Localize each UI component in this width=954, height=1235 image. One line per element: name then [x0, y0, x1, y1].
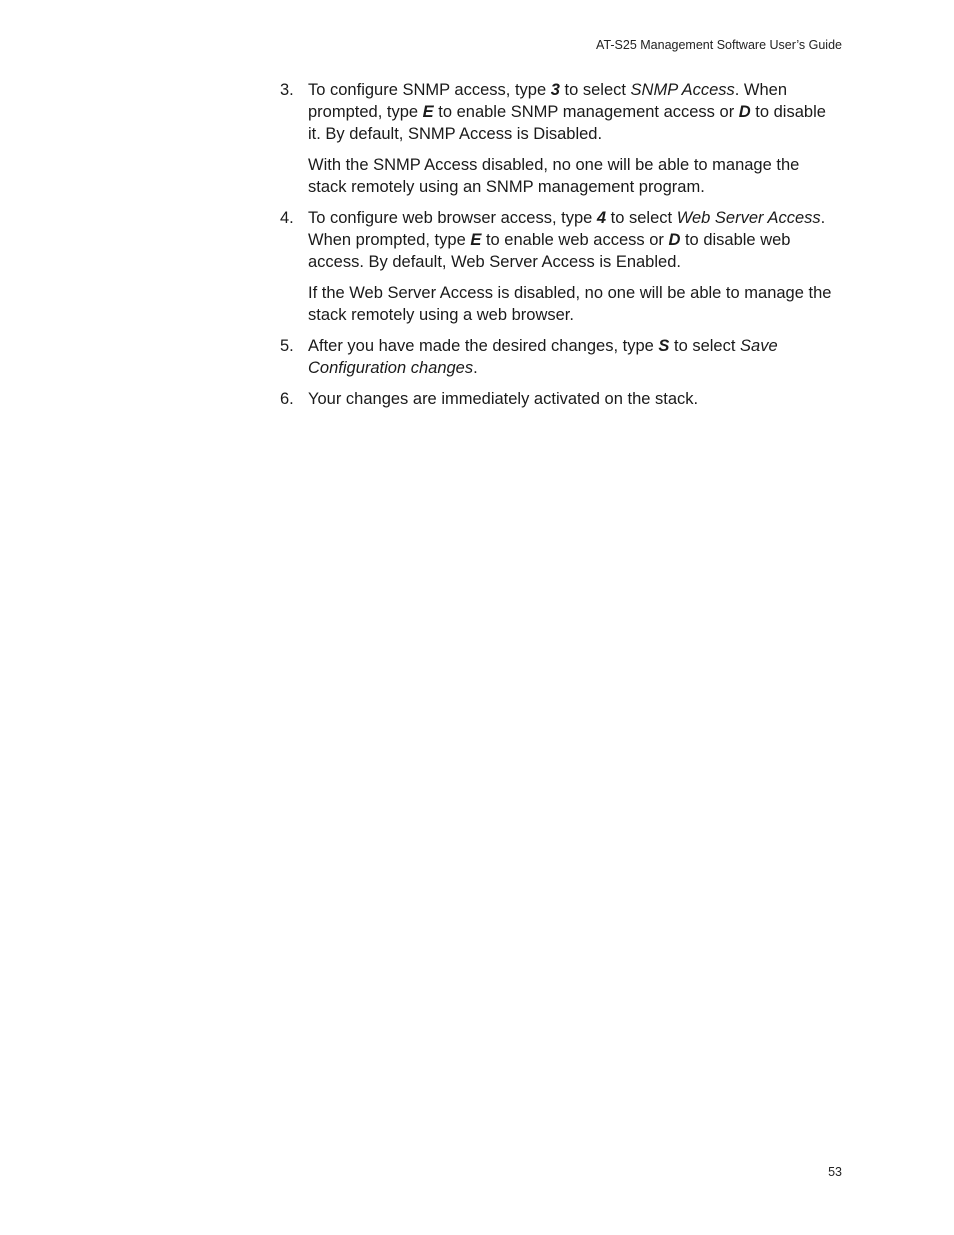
text-run: to select	[606, 209, 677, 227]
menu-item-name: Save Configuration changes	[308, 337, 778, 377]
text-run: to disable web access. By default, Web Server Access is Enabled.	[308, 231, 791, 271]
text-run: to select	[559, 81, 631, 99]
step-note: With the SNMP Access disabled, no one will be able to manage the stack remotely using an SNMP management program.	[308, 156, 800, 196]
text-run: To configure web browser access, type	[308, 209, 597, 227]
page-content	[280, 79, 842, 419]
menu-item-name: SNMP Access	[630, 81, 735, 99]
key-command: 4	[596, 209, 607, 227]
step-number: 6.	[280, 390, 294, 408]
step-text	[308, 335, 842, 379]
step-text	[308, 79, 842, 145]
key-command: D	[738, 103, 751, 121]
text-run: After you have made the desired changes, type	[308, 337, 659, 355]
key-command: E	[470, 231, 482, 249]
step-4	[280, 207, 842, 273]
text-run: to enable web access or	[481, 231, 669, 249]
text-run: .	[473, 359, 478, 377]
text-run: to enable SNMP management access or	[433, 103, 739, 121]
step-5	[280, 335, 842, 379]
text-run: To configure SNMP access, type	[308, 81, 551, 99]
key-command: 3	[550, 81, 560, 99]
step-number: 5.	[280, 337, 294, 355]
text-run: . When prompted, type	[308, 81, 788, 121]
step-note: If the Web Server Access is disabled, no one will be able to manage the stack remotely using a web browser.	[308, 284, 832, 324]
text-run: to disable it. By default, SNMP Access is Disabled.	[308, 103, 826, 143]
step-number: 3.	[280, 81, 294, 99]
page-number: 53	[828, 1165, 842, 1179]
step-text: Your changes are immediately activated on the stack.	[308, 390, 699, 408]
text-run: . When prompted, type	[308, 209, 826, 249]
key-command: D	[668, 231, 681, 249]
text-run: to select	[669, 337, 741, 355]
step-text	[308, 207, 842, 273]
key-command: S	[658, 337, 670, 355]
menu-item-name: Web Server Access	[676, 209, 821, 227]
step-number: 4.	[280, 209, 294, 227]
key-command: E	[422, 103, 434, 121]
running-header: AT-S25 Management Software User’s Guide	[596, 38, 842, 52]
step-6	[280, 388, 842, 410]
step-3	[280, 79, 842, 145]
